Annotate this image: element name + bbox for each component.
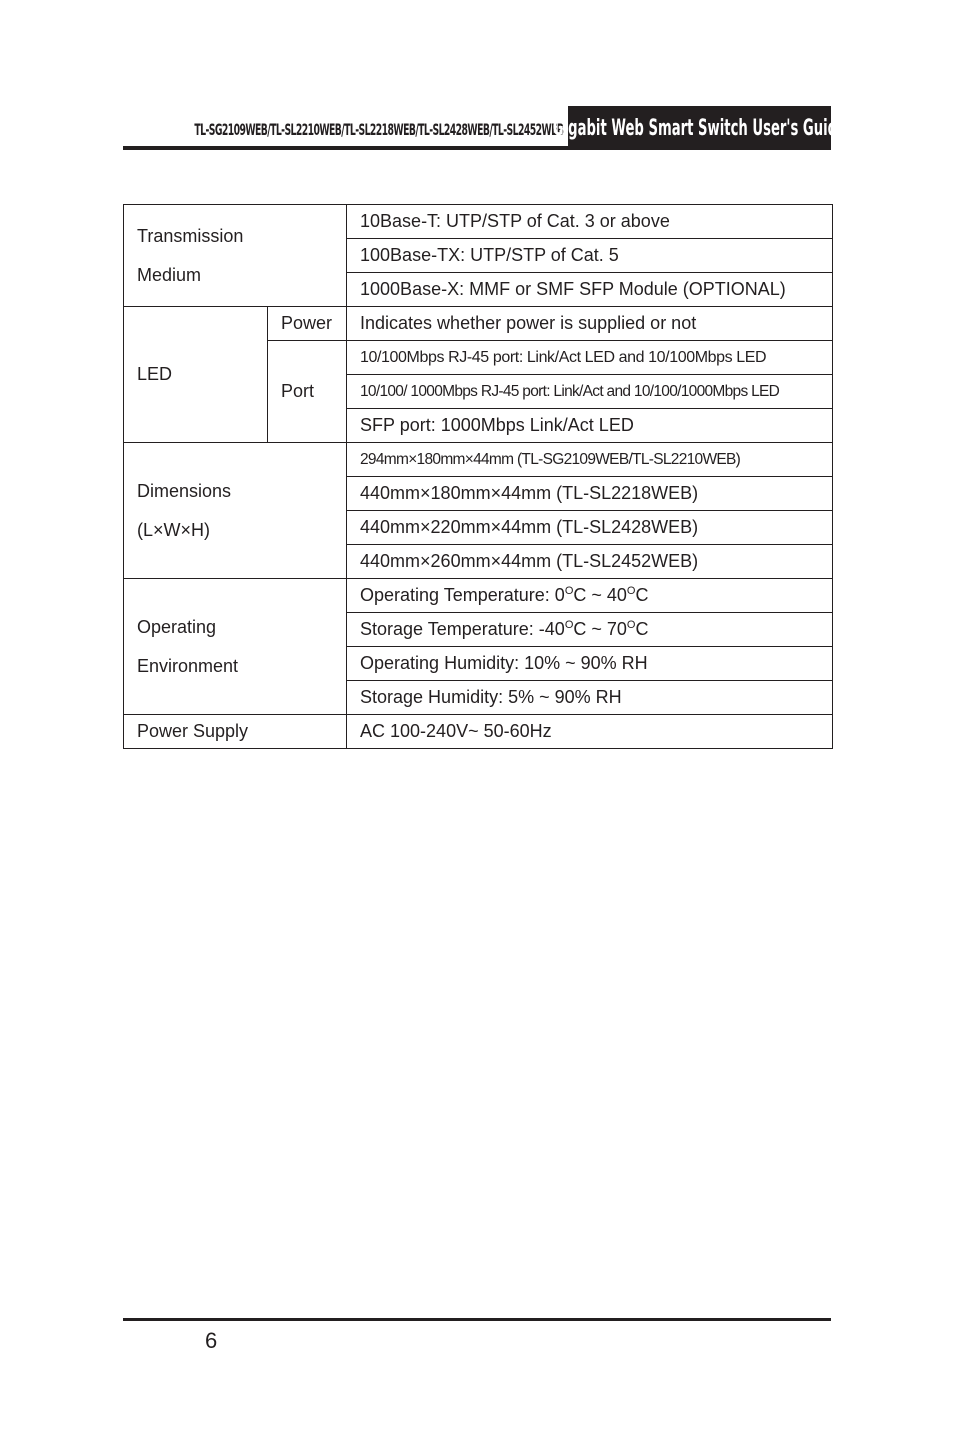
dimensions-value-1: 294mm×180mm×44mm (TL-SG2109WEB/TL-SL2210WEB): [347, 443, 833, 477]
dimensions-value-3: 440mm×220mm×44mm (TL-SL2428WEB): [347, 511, 833, 545]
header-guide-title-box: [552, 106, 847, 150]
dimensions-label: [124, 443, 347, 579]
operating-humidity: Operating Humidity: 10% ~ 90% RH: [347, 647, 833, 681]
st-temp-mid: C ~ 70: [573, 619, 627, 639]
table-row: [124, 443, 833, 477]
op-temp-mid: C ~ 40: [573, 585, 627, 605]
table-row: [124, 205, 833, 239]
footer-rule: [123, 1318, 831, 1321]
power-supply-label: Power Supply: [124, 715, 347, 749]
led-port-label: Port: [268, 341, 347, 443]
environment-label-line2: Environment: [137, 655, 239, 676]
transmission-label-line2: Medium: [137, 264, 202, 285]
environment-label-line1: Operating: [137, 616, 217, 637]
page-header: [123, 106, 847, 150]
operating-temperature: [347, 579, 833, 613]
dimensions-value-4: 440mm×260mm×44mm (TL-SL2452WEB): [347, 545, 833, 579]
table-row: [124, 307, 833, 341]
page-number: 6: [205, 1328, 218, 1353]
led-port-value-2: 10/100/ 1000Mbps RJ-45 port: Link/Act and 10/100/1000Mbps LED: [347, 375, 833, 409]
st-temp-prefix: Storage Temperature: -40: [360, 619, 565, 639]
op-temp-degree-1: O: [564, 585, 574, 597]
led-port-value-3: SFP port: 1000Mbps Link/Act LED: [347, 409, 833, 443]
storage-humidity: Storage Humidity: 5% ~ 90% RH: [347, 681, 833, 715]
op-temp-suffix: C: [635, 585, 649, 605]
power-supply-value: AC 100-240V~ 50-60Hz: [347, 715, 833, 749]
led-port-value-1: 10/100Mbps RJ-45 port: Link/Act LED and 10/100Mbps LED: [347, 341, 833, 375]
st-temp-degree-2: O: [626, 619, 636, 631]
transmission-value-3: 1000Base-X: MMF or SMF SFP Module (OPTIONAL): [347, 273, 833, 307]
led-power-value: Indicates whether power is supplied or not: [347, 307, 833, 341]
header-rule: [123, 146, 831, 150]
op-temp-degree-2: O: [626, 585, 636, 597]
specification-table: [123, 204, 833, 749]
table-row: [124, 579, 833, 613]
transmission-value-2: 100Base-TX: UTP/STP of Cat. 5: [347, 239, 833, 273]
dimensions-label-line1: Dimensions: [137, 480, 232, 501]
header-guide-title: Gigabit Web Smart Switch User's Guide: [552, 115, 847, 141]
storage-temperature: [347, 613, 833, 647]
header-model-list: TL-SG2109WEB/TL-SL2210WEB/TL-SL2218WEB/TL-SL2428WEB/TL-SL2452WEB: [194, 119, 564, 139]
led-label: LED: [124, 307, 268, 443]
led-power-label: Power: [268, 307, 347, 341]
table-row: [124, 715, 833, 749]
dimensions-label-line2: (L×W×H): [137, 519, 211, 540]
dimensions-value-2: 440mm×180mm×44mm (TL-SL2218WEB): [347, 477, 833, 511]
op-temp-prefix: Operating Temperature: 0: [360, 585, 565, 605]
environment-label: [124, 579, 347, 715]
st-temp-suffix: C: [635, 619, 649, 639]
st-temp-degree-1: O: [564, 619, 574, 631]
transmission-medium-label: [124, 205, 347, 307]
transmission-label-line1: Transmission: [137, 225, 244, 246]
transmission-value-1: 10Base-T: UTP/STP of Cat. 3 or above: [347, 205, 833, 239]
